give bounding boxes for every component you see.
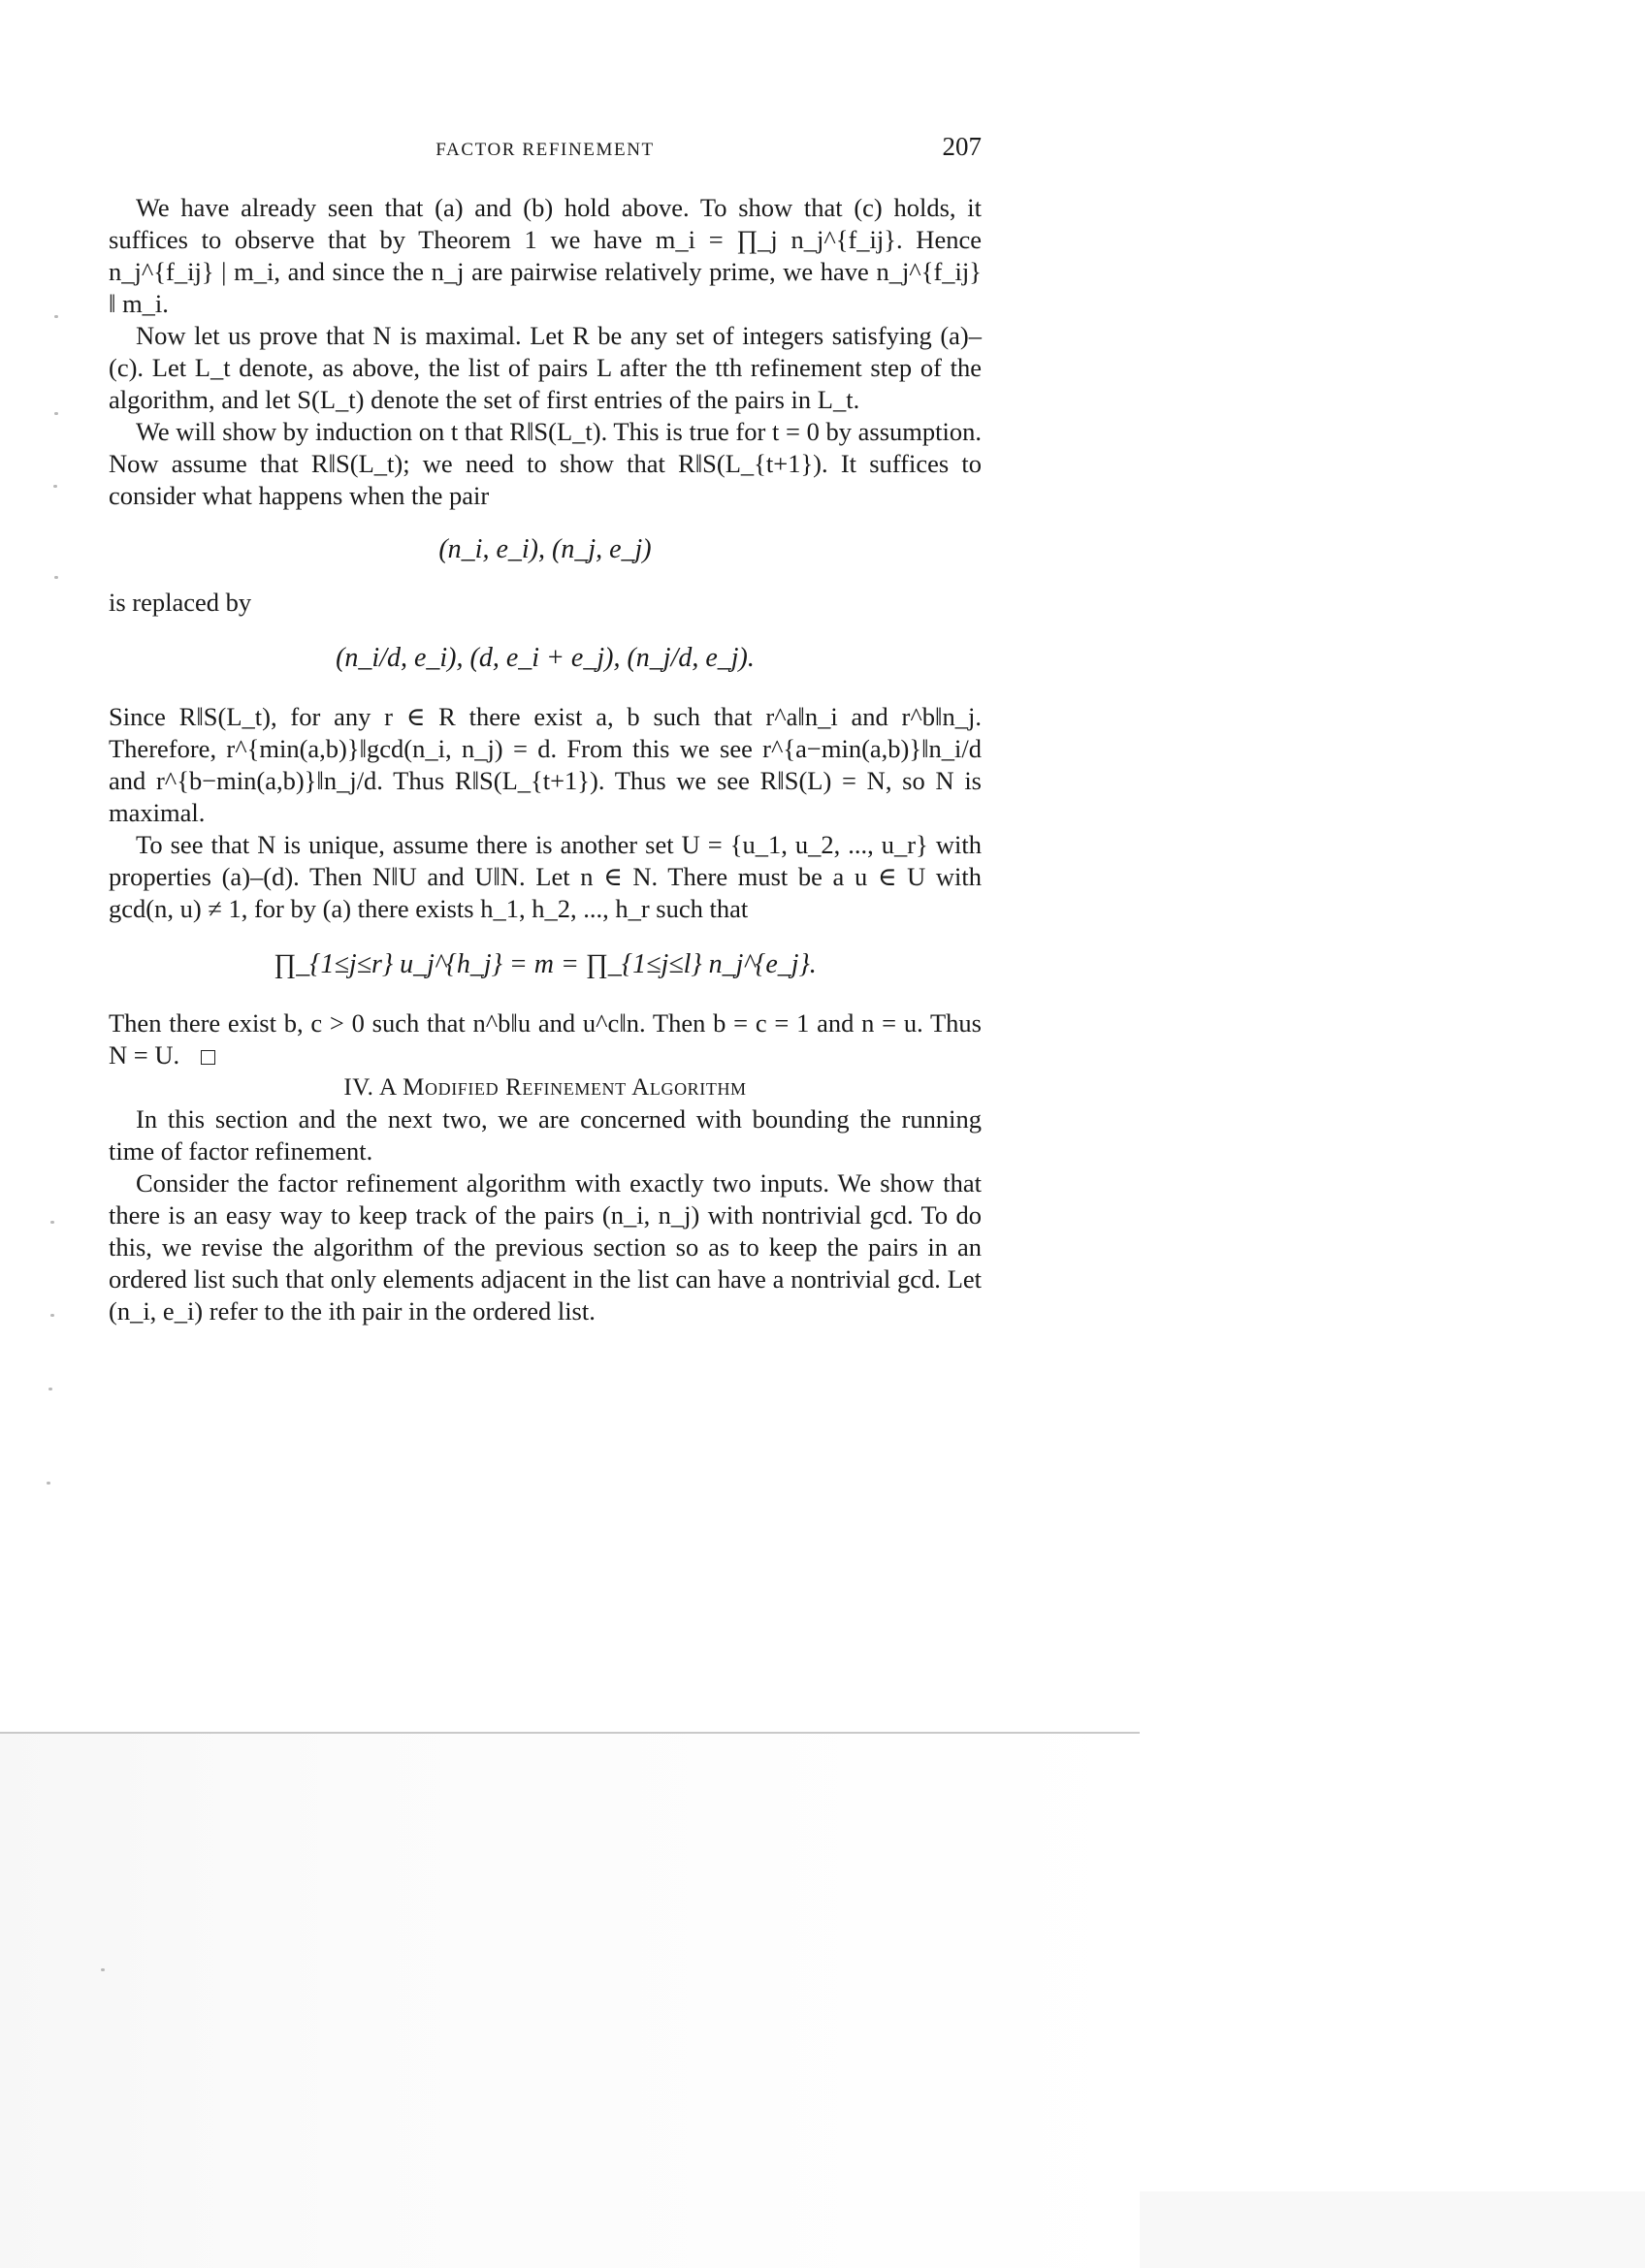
section-word-1: A M [379, 1074, 425, 1101]
scan-background [0, 1734, 1140, 2268]
page-number: 207 [942, 132, 982, 161]
section-word-2: R [505, 1074, 523, 1101]
scan-speck [54, 412, 58, 415]
scan-speck [50, 1314, 54, 1317]
body-text [109, 192, 982, 1327]
scan-speck [54, 315, 58, 318]
scan-speck [47, 1482, 50, 1485]
paragraph-since: Since R‖S(L_t), for any r ∈ R there exist a, b such that r^a‖n_i and r^b‖n_j. Therefore, r^{min(a,b)}‖gcd(n_i, n_j) = d. From this we see r^{a−min(a,b)}‖n_i/d and r^{b−min(a,b)}‖n_j/d. Thus R‖S(L_{t+1}). Thus we see R‖S(L) = N, so N is maximal. [109, 702, 982, 827]
display-replacement: (n_i/d, e_i), (d, e_i + e_j), (n_j/d, e_j). [336, 643, 755, 673]
paragraph-induction: We will show by induction on t that R‖S(L_t). This is true for t = 0 by assumption. Now assume that R‖S(L_t); we need to show that R‖S(L_{t+1}). It suffices to consider what happens when the pair [109, 417, 982, 510]
section-number: IV. [343, 1074, 374, 1101]
display-pair: (n_i, e_i), (n_j, e_j) [438, 534, 652, 564]
scan-speck [54, 576, 58, 579]
paragraph-two-inputs: Consider the factor refinement algorithm with exactly two inputs. We show that there is an easy way to keep track of the pairs (n_i, n_j) with nontrivial gcd. To do this, we revise the algorithm of the previous section so as to keep the pairs in an ordered list such that only elements adjacent in the list can have a nontrivial gcd. Let (n_i, e_i) refer to the ith pair in the ordered list. [109, 1168, 982, 1326]
scan-corner [1140, 2191, 1645, 2268]
conclusion-text: Then there exist b, c > 0 such that n^b‖u and u^c‖n. Then b = c = 1 and n = u. Thus N = U. [109, 1008, 982, 1070]
scan-speck [53, 485, 57, 488]
scan-speck [101, 1968, 105, 1971]
paragraph-maximal: Now let us prove that N is maximal. Let R be any set of integers satisfying (a)–(c). Let L_t denote, as above, the list of pairs L after the tth refinement step of the algorithm, and let S(L_t) denote the set of first entries of the pairs in L_t. [109, 321, 982, 414]
scan-speck [50, 1221, 54, 1224]
replaced-by-text: is replaced by [109, 588, 252, 617]
paragraph-unique: To see that N is unique, assume there is another set U = {u_1, u_2, ..., u_r} with properties (a)–(d). Then N‖U and U‖N. Let n ∈ N. There must be a u ∈ U with gcd(n, u) ≠ 1, for by (a) there exists h_1, h_2, ..., h_r such that [109, 830, 982, 923]
section-word-2-sc: efinement [522, 1074, 627, 1101]
paragraph-section-intro: In this section and the next two, we are concerned with bounding the running time of factor refinement. [109, 1104, 982, 1166]
qed-icon [201, 1050, 215, 1065]
section-heading [109, 1071, 982, 1103]
scan-speck [48, 1388, 52, 1390]
section-word-3: A [631, 1074, 650, 1101]
section-word-1-sc: odified [425, 1074, 500, 1101]
running-title: FACTOR REFINEMENT [435, 140, 655, 160]
paragraph-conclusion [109, 1007, 982, 1071]
paragraph-theorem-proof: We have already seen that (a) and (b) hold above. To show that (c) holds, it suffices to observe that by Theorem 1 we have m_i = ∏_j n_j^{f_ij}. Hence n_j^{f_ij} | m_i, and since the n_j are pairwise relatively prime, we have n_j^{f_ij} ‖ m_i. [109, 193, 982, 318]
section-word-3-sc: lgorithm [649, 1074, 747, 1101]
running-head [109, 132, 982, 171]
display-product-equation: ∏_{1≤j≤r} u_j^{h_j} = m = ∏_{1≤j≤l} n_j^{e_j}. [274, 949, 817, 979]
